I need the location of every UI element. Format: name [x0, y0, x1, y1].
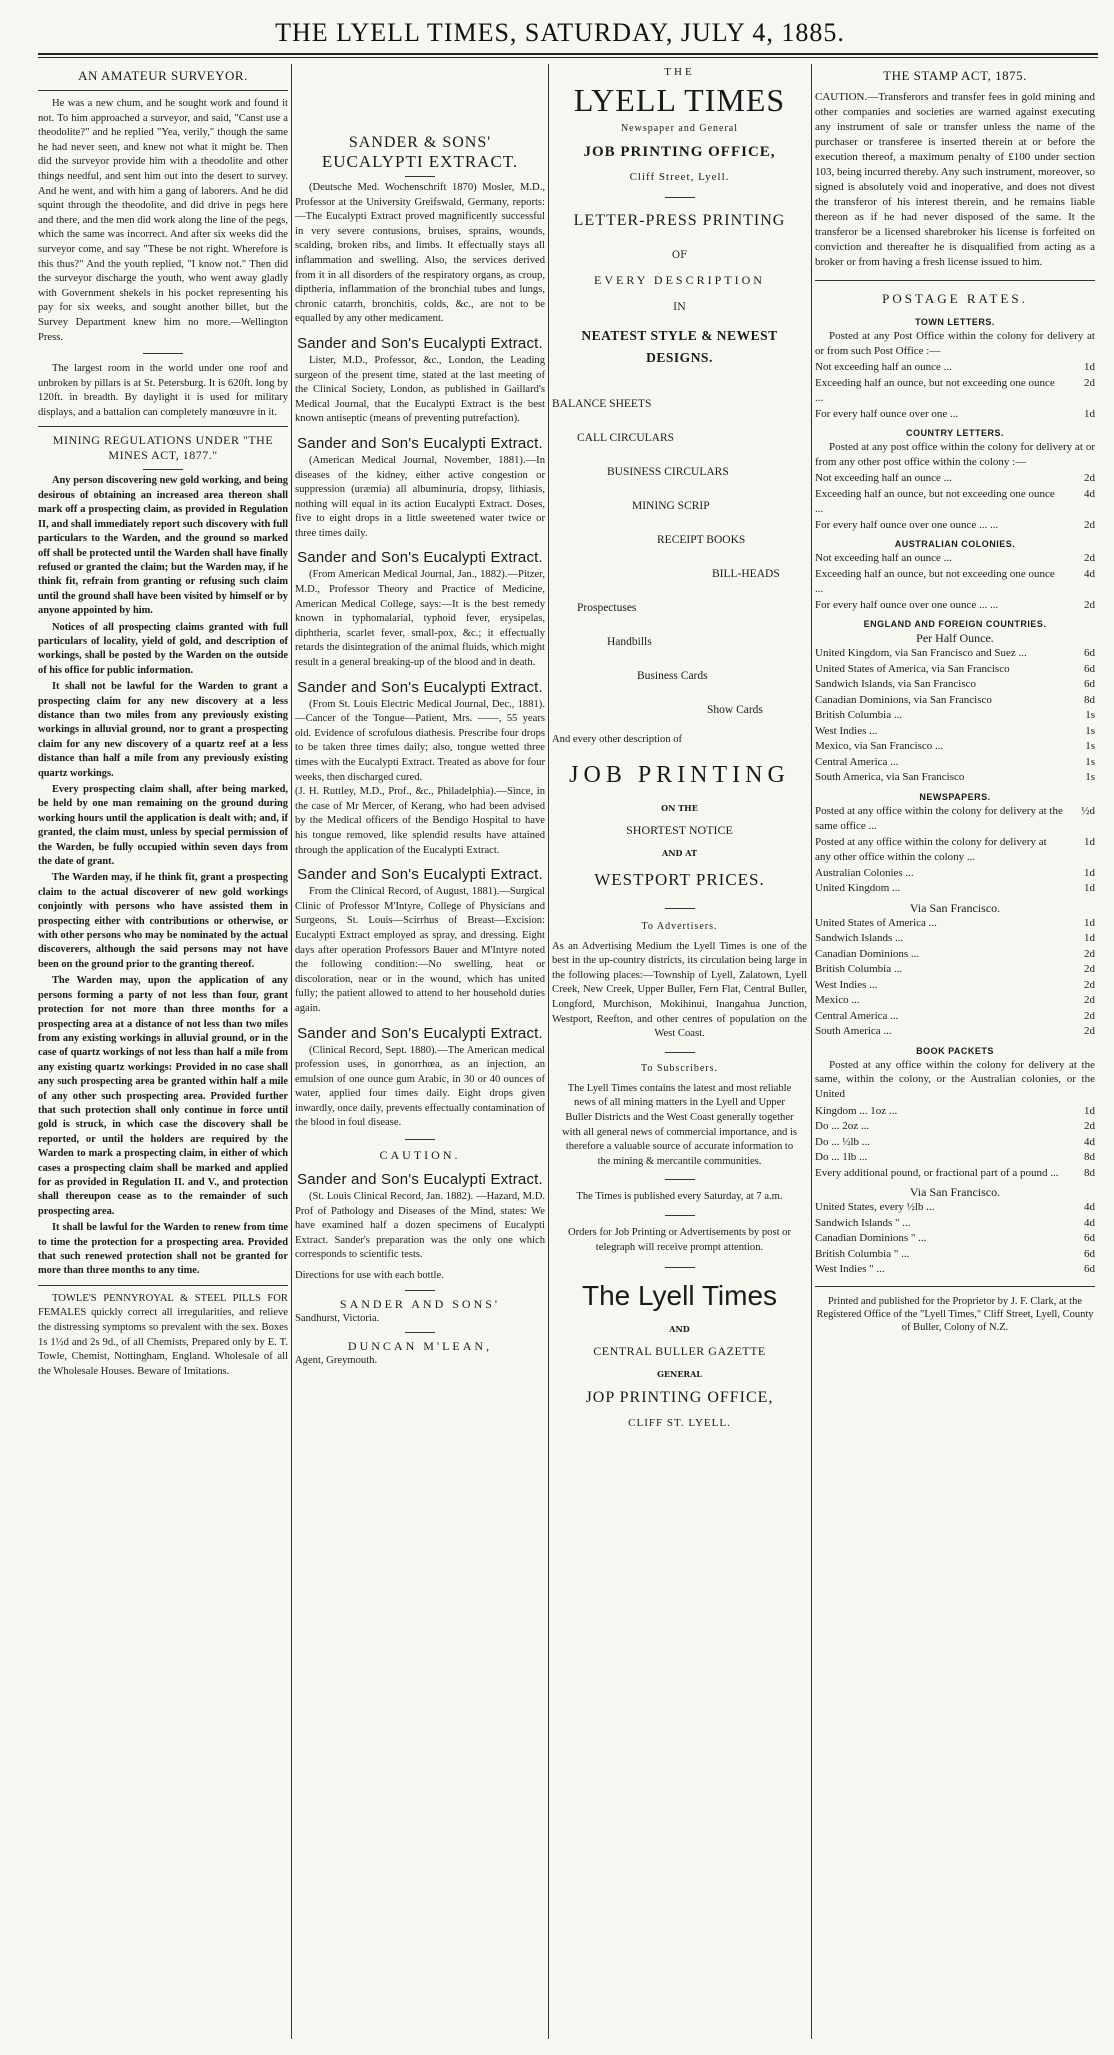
book-packets-heading: BOOK PACKETS [916, 1045, 994, 1056]
rate-price: 6d [1084, 647, 1095, 660]
rate-row [815, 708, 1095, 724]
rate-row [815, 551, 1095, 567]
rate-row [815, 1119, 1095, 1135]
section-heading: Sander and Son's Eucalypti Extract. [297, 434, 543, 452]
rate-price: 1s [1085, 740, 1095, 753]
rate-label: Not exceeding half an ounce ... [815, 552, 952, 565]
rate-label: Kingdom ... 1oz ... [815, 1104, 898, 1117]
lyell-times-title: LYELL TIMES [573, 82, 786, 118]
rate-label: Canadian Dominions " ... [815, 1232, 927, 1245]
service-item: Business Cards [637, 670, 708, 682]
eucalypti-title: EUCALYPTI EXTRACT. [321, 152, 519, 171]
subscribers-heading: To Subscribers. [640, 1062, 719, 1074]
newspaper-general: Newspaper and General [620, 123, 739, 134]
service-item: Prospectuses [577, 602, 637, 614]
mining-heading: MINING REGULATIONS UNDER "THE MINES ACT, 1877." [52, 433, 274, 463]
in-label: IN [673, 302, 686, 313]
rate-label: United States of America ... [815, 916, 937, 929]
rate-price: ½d [1081, 804, 1095, 817]
rate-price: 8d [1084, 1151, 1095, 1164]
rate-label: Every additional pound, or fractional part of a pound ... [815, 1166, 1059, 1179]
masthead: THE LYELL TIMES, SATURDAY, JULY 4, 1885. [275, 18, 845, 47]
advertisers-heading: To Advertisers. [641, 920, 718, 932]
job-printing-office: JOB PRINTING OFFICE, [583, 144, 776, 160]
rate-row [815, 993, 1095, 1009]
rate-row [815, 518, 1095, 534]
rate-label: For every half ounce over one ounce ... ... [815, 518, 999, 531]
rate-price: 6d [1084, 1263, 1095, 1276]
cliff-street: Cliff Street, Lyell. [629, 171, 730, 183]
country-intro: Posted at any post office within the colony for delivery at or from any other post office within the colony :— [815, 441, 1095, 468]
section-heading: Sander and Son's Eucalypti Extract. [297, 549, 543, 567]
testimonial: (American Medical Journal, November, 1881).—In diseases of the kidney, either active congestion or suppression (uræmia) all albuminuria, dropsy, lithiasis, nothing will equal in its action Eucalypti Extract. Doses, five to eight drops in a little sweetened water twice or three times daily. [295, 454, 545, 539]
rate-price: 1d [1084, 932, 1095, 945]
rate-price: 4d [1084, 1201, 1095, 1214]
rate-label: Sandwich Islands, via San Francisco [815, 678, 976, 691]
divider [405, 1290, 435, 1291]
rate-label: United States of America, via San Francisco [815, 662, 1010, 675]
rate-row [815, 662, 1095, 678]
rate-row [815, 947, 1095, 963]
testimonial: Lister, M.D., Professor, &c., London, the Leading surgeon of the present time, stated at the last meeting of the Clinical Society, London, as published in Gaillard's Medical Journal, that the Eucalypti Extract is the best known antiseptic (means of preventing putrefaction). [295, 354, 545, 425]
letterpress-printing: LETTER-PRESS PRINTING [573, 212, 786, 229]
rate-label: Not exceeding half an ounce ... [815, 472, 952, 485]
rate-row [815, 693, 1095, 709]
central-buller: CENTRAL BULLER GAZETTE [593, 1344, 766, 1359]
mining-para: Every prospecting claim shall, after being marked, be held by one man remaining on the ground during working hours until the application is dealt with; and, if granted, the claim must, unless by special permission of the Warden, be fully occupied within seven days from the date of grant. [38, 784, 288, 868]
rate-row [815, 1166, 1095, 1182]
service-item: BALANCE SHEETS [552, 398, 652, 410]
rate-row [815, 1135, 1095, 1151]
testimonial: From the Clinical Record, of August, 1881).—Surgical Clinic of Professor M'Intyre, College of Physicians and Surgeons, St. Louis—Scirrhus of Breast—Excision: Eucalypti Extract employed as spray, and dressing. Eight days after operation Professors Bauer and M'Intyre noted the following condition:—No swelling, heat or discoloration, near or in the wound, which has united fully; the patient allowed to attend to her household duties again. [295, 886, 545, 1014]
of-label: OF [671, 250, 688, 261]
and-label: AND [669, 1324, 690, 1335]
rate-row [815, 407, 1095, 423]
country-letters-heading: COUNTRY LETTERS. [905, 428, 1004, 439]
mining-para: It shall not be lawful for the Warden to grant a prospecting claim for any new discovery at a less distance than two miles from any previously existing workings in alluvial ground, nor to grant a prospecting claim for any new discovery of a quartz reef at a less distance than half a mile from any previously existing quartz workings. [38, 681, 288, 779]
rate-row [815, 471, 1095, 487]
newspaper-rates [815, 804, 1095, 897]
rate-row [815, 866, 1095, 882]
rate-label: South America ... [815, 1025, 892, 1038]
rate-price: 8d [1084, 693, 1095, 706]
australian-heading: AUSTRALIAN COLONIES. [894, 539, 1016, 550]
via-san-francisco: Via San Francisco. [909, 900, 1001, 915]
every-description: EVERY DESCRIPTION [594, 273, 765, 287]
rate-row [815, 1104, 1095, 1120]
and-at: AND AT [662, 847, 697, 858]
rate-label: West Indies ... [815, 724, 878, 737]
divider [815, 280, 1095, 281]
lyell-times-footer-title: The Lyell Times [581, 1280, 778, 1312]
imprint: Printed and published for the Proprietor by J. F. Clark, at the Registered Office of the "Lyell Times," Cliff Street, Lyell, County of Buller, Colony of N.Z. [816, 1295, 1094, 1333]
via-san-francisco-2: Via San Francisco. [909, 1185, 1001, 1200]
rate-price: 2d [1084, 376, 1095, 389]
service-item: Handbills [607, 636, 652, 648]
mining-para: It shall be lawful for the Warden to renew from time to time the protection for a prospecting area. Provided that such renewed protection shall not be granted for more than three months to any time. [38, 1222, 288, 1277]
rate-price: 1d [1084, 866, 1095, 879]
rate-price: 1d [1084, 407, 1095, 420]
rate-price: 2d [1084, 1025, 1095, 1038]
book-via-rates [815, 1200, 1095, 1278]
advertisers-text: As an Advertising Medium the Lyell Times is one of the best in the up-country districts, its circulation being large in the following places:—Township of Lyell, Zalatown, Lyell Creek, New Creek, Upper Buller, Fern Flat, Central Buller, Longford, Murchison, Mokihinui, Inangahua Junction, Westport, Reefton, and other centres of population on the West Coast. [552, 940, 807, 1040]
town-rates [815, 360, 1095, 422]
sander-sons-name: SANDER AND SONS' [339, 1296, 501, 1311]
rate-price: 4d [1084, 1135, 1095, 1148]
sander-title: SANDER & SONS' [348, 134, 492, 151]
column-2 [295, 64, 545, 2039]
rate-row [815, 804, 1095, 835]
rate-label: British Columbia ... [815, 709, 903, 722]
country-rates [815, 471, 1095, 533]
rate-price: 4d [1084, 567, 1095, 580]
section-heading: Sander and Son's Eucalypti Extract. [297, 866, 543, 884]
service-item: BUSINESS CIRCULARS [607, 466, 729, 478]
rate-label: United Kingdom ... [815, 882, 901, 895]
agent-location: Agent, Greymouth. [295, 1355, 378, 1367]
rate-label: Exceeding half an ounce, but not exceeding one ounce ... [815, 567, 1055, 596]
rate-row [815, 1247, 1095, 1263]
on-the: ON THE [661, 802, 698, 813]
general-label: GENERAL [657, 1369, 702, 1380]
divider [405, 1139, 435, 1140]
mining-regulations [38, 474, 288, 1278]
neatest-style: NEATEST STYLE & NEWEST DESIGNS. [581, 328, 778, 365]
rate-row [815, 931, 1095, 947]
book-intro: Posted at any office within the colony for delivery at the same, within the colony, or the Australian colonies, or the United [815, 1058, 1095, 1101]
subscribers-text: The Lyell Times contains the latest and most reliable news of all mining matters in the Lyell and Upper Buller Districts and the West Coast generally together with all general news of commercial importance, and is therefore a valuable source of accurate information to the mining & mercantile communities. [561, 1082, 798, 1167]
directions: Directions for use with each bottle. [295, 1270, 444, 1282]
caution-heading: CAUTION. [379, 1148, 461, 1163]
service-item: MINING SCRIP [632, 500, 710, 512]
mining-para: The Warden may, upon the application of any persons forming a party of not less than four, grant protection for not more than three months for a prospecting area at a distance of not less than two miles from any existing workings in alluvial ground, or in the case of quartz workings of not less than half a mile from any existing quartz workings: Provided in no case shall any such prospecting area be granted within half a mile of any other such prospecting area. Provided further that such protection shall only continue in force until gold is struck, in which case the discovery shall be reported, or until the holders are required by the Warden to mark a prospecting claim, in either of which cases a prospecting claim shall be marked and applied for as provided in Regulation II. and V., and protection shall thereupon cease as to the remainder of such prospecting area. [38, 975, 288, 1217]
divider [143, 469, 183, 470]
shortest-notice: SHORTEST NOTICE [626, 822, 733, 837]
surveyor-heading: AN AMATEUR SURVEYOR. [78, 68, 248, 83]
rate-label: Mexico, via San Francisco ... [815, 740, 944, 753]
rate-price: 1s [1085, 724, 1095, 737]
rate-price: 2d [1084, 1120, 1095, 1133]
rate-row [815, 962, 1095, 978]
section-heading: Sander and Son's Eucalypti Extract. [297, 678, 543, 696]
rate-label: British Columbia ... [815, 963, 903, 976]
rate-label: Exceeding half an ounce, but not exceeding one ounce ... [815, 487, 1055, 516]
rate-row [815, 1150, 1095, 1166]
rate-label: Do ... ½lb ... [815, 1135, 870, 1148]
stamp-act-text: CAUTION.—Transferors and transfer fees in gold mining and other companies and societies are warned against executing any instrument of sale or transfer unless the name of the purchaser or transferee is inserted therein at or before the execution thereof, a maximum penalty of £100 under section 103, being incurred thereby. Any such instrument, moreover, so signed is absolutely void and inoperative, and does not divest the transferor of his interest therein, and he remains liable thereon as if he had never disposed of the same. It the transferor be a licensed sharebroker his license is forfeited on conviction and thereafter he is disqualified from acting as a broker or from having a fresh license issued to him. [815, 91, 1095, 268]
rate-price: 1s [1085, 771, 1095, 784]
rate-price: 1d [1084, 882, 1095, 895]
masthead-rule [38, 53, 1098, 55]
rate-price: 1d [1084, 916, 1095, 929]
mining-para: The Warden may, if he think fit, grant a prospecting claim to the actual discoverer of new gold workings conjointly with persons who have assisted them in prospecting either with contributions or otherwise, or with other persons who may be nominated by the actual discoverers, although the said persons may not have been on the ground prior to the granting thereof. [38, 872, 288, 970]
service-item: CALL CIRCULARS [577, 432, 675, 444]
rate-price: 2d [1084, 552, 1095, 565]
rate-price: 6d [1084, 1247, 1095, 1260]
rate-label: United Kingdom, via San Francisco and Suez ... [815, 647, 1027, 660]
jop-printing-office: JOP PRINTING OFFICE, [585, 1389, 774, 1407]
newspapers-heading: NEWSPAPERS. [919, 791, 991, 802]
rate-label: For every half ounce over one ... [815, 407, 959, 420]
rate-price: 1s [1085, 755, 1095, 768]
any-other: And every other description of [552, 734, 683, 745]
rate-price: 1d [1084, 361, 1095, 374]
cliff-st: CLIFF ST. LYELL. [628, 1417, 731, 1430]
rate-label: Central America ... [815, 755, 899, 768]
rate-label: West Indies ... [815, 978, 878, 991]
section-heading: Sander and Son's Eucalypti Extract. [297, 1171, 543, 1189]
town-intro: Posted at any Post Office within the colony for delivery at or from such Post Office :— [815, 330, 1095, 357]
foreign-rates [815, 646, 1095, 786]
rate-price: 1s [1085, 709, 1095, 722]
rate-row [815, 487, 1095, 518]
rate-label: Australian Colonies ... [815, 866, 914, 879]
rate-row [815, 677, 1095, 693]
foreign-heading: ENGLAND AND FOREIGN COUNTRIES. [863, 619, 1047, 630]
town-letters-heading: TOWN LETTERS. [915, 317, 995, 327]
testimonial: (Clinical Record, Sept. 1880).—The American medical profession uses, in gonorrhœa, as an injection, an emulsion of one ounce gum Arabic, in 30 or 40 ounces of water, applied four times daily. Eight drops given inwardly, once daily, prevents effectually contamination of the blood in foul disease. [295, 1044, 545, 1129]
rate-row [815, 978, 1095, 994]
mining-para: Any person discovering new gold working, and being desirous of obtaining an increased area thereon shall mark off a prospecting claim, as provided in Regulation II, and shall immediately report such discovery with full particulars to the Warden, and the ground so marked off shall be protected until the Warden shall have finally refused or granted the claim; but the Warden may, if he think fit, refrain from granting or refusing such claim until the ground shall have been visited by himself or by anyone appointed by him. [38, 475, 288, 617]
testimonial: (From American Medical Journal, Jan., 1882).—Pitzer, M.D., Professor Theory and Practice of Medicine, American Medical College, says:—It is the best remedy known in typhomalarial, typhoid fever, erysipelas, diphtheria, scarlet fever, small-pox, &c.; it effectually retards the disintegration of the animal fluids, which might result in a general breaking-up of the blood and in death. [295, 569, 545, 669]
towle-advertisement: TOWLE'S PENNYROYAL & STEEL PILLS FOR FEMALES quickly correct all irregularities, and relieve the distressing symptoms so prevalent with the sex. Boxes 1s 1½d and 2s 9d., of all Chemists, Prepared only by E. T. Towle, Chemist, Nottingham, England. Wholesale of all the Wholesale Houses. Beware of Imitations. [38, 1292, 288, 1377]
masthead-rule-thin [38, 57, 1098, 58]
divider [405, 176, 435, 177]
divider [38, 1285, 288, 1286]
rate-row [815, 1009, 1095, 1025]
rate-price: 2d [1084, 978, 1095, 991]
rate-price: 4d [1084, 1216, 1095, 1229]
rate-price: 4d [1084, 487, 1095, 500]
rate-label: Sandwich Islands " ... [815, 1216, 911, 1229]
testimonial: (From St. Louis Electric Medical Journal, Dec., 1881).—Cancer of the Tongue—Patient, Mrs. ——, 55 years old. Evidence of scrofulous diathesis. Prescribe four drops to be taken three times daily; also, tongue wetted three times with the Eucalypti Extract. Treated as above for four weeks, then discharged cured. (J. H. Ruttley, M.D., Prof., &c., Philadelphia).—Since, in the case of Mr Mercer, of Kerang, who had been advised by the Medical officers of the Bendigo Hospital to have his tongue removed, like splendid results have attained through the application of the Eucalypti Extract. [295, 698, 545, 856]
rate-label: West Indies " ... [815, 1263, 885, 1276]
rate-label: Not exceeding half an ounce ... [815, 361, 952, 374]
published-notice: The Times is published every Saturday, at 7 a.m. [576, 1191, 783, 1203]
divider [665, 1267, 695, 1268]
rate-row [815, 724, 1095, 740]
column-3 [552, 64, 807, 2039]
rate-price: 2d [1084, 472, 1095, 485]
rate-price: 2d [1084, 947, 1095, 960]
rate-label: Central America ... [815, 1009, 899, 1022]
surveyor-article: He was a new chum, and he sought work and found it not. To him approached a surveyor, and said, "Canst use a theodolite?" and he replied "Yea, verily," though the same he had never seen, and knew not what it might be. Then did the surveyor provide him with a theodolite and other things needful, and sent him out into the desert to survey. And he went, and with him a gang of laborers. And he did squint through the theodolite, and did drive in pegs here and there, and the men did work along the line of the pegs, which the same was incorrect. And after six weeks did the surveyor come, and say "These be not right. Wherefore is this thus?" And the youth replied, "I know not." Then did the surveyor discharge the youth, who went away gladly with Government shekels in his pocket representing his pay for six weeks, and sought another billet, but the Survey Department knew him no more.—Wellington Press. [38, 98, 288, 343]
section-heading: Sander and Son's Eucalypti Extract. [297, 1024, 543, 1042]
orders-notice: Orders for Job Printing or Advertisements by post or telegraph will receive prompt attention. [567, 1226, 792, 1253]
per-half-ounce: Per Half Ounce. [916, 631, 994, 646]
divider [665, 1179, 695, 1180]
the-label: THE [664, 66, 695, 78]
rate-label: Do ... 1lb ... [815, 1151, 868, 1164]
rate-row [815, 1216, 1095, 1232]
eucalypti-intro: (Deutsche Med. Wochenschrift 1870) Mosler, M.D., Professor at the University Greifswald, Germany, reports:—The Eucalypti Extract proved magnificently successful in very severe contusions, bruises, sprains, wounds, scalding, broken ribs, and limbs. It effectually stays all inflammation and swelling. Also, the services derived from it in all disorders of the respiratory organs, as croup, diptheria, inflammation of the bronchial tubes and lungs, chronic catarrh, bronchitis, colds, &c., are not to be equalled by any other medicament. [295, 182, 545, 325]
rate-label: United States, every ½lb ... [815, 1201, 935, 1214]
rate-row [815, 739, 1095, 755]
divider [815, 1286, 1095, 1287]
rate-price: 6d [1084, 678, 1095, 691]
sandhurst: Sandhurst, Victoria. [295, 1312, 380, 1324]
column-rule [291, 64, 292, 2039]
service-item: RECEIPT BOOKS [657, 534, 746, 546]
rate-label: For every half ounce over one ounce ... ... [815, 598, 999, 611]
rate-row [815, 770, 1095, 786]
rate-price: 2d [1084, 518, 1095, 531]
divider [665, 1052, 695, 1053]
rate-price: 2d [1084, 598, 1095, 611]
rate-row [815, 916, 1095, 932]
rate-label: Mexico ... [815, 994, 860, 1007]
column-rule [811, 64, 812, 2039]
rate-price: 1d [1084, 835, 1095, 848]
rate-row [815, 567, 1095, 598]
rate-price: 1d [1084, 1104, 1095, 1117]
rate-price: 6d [1084, 1232, 1095, 1245]
rate-label: Posted at any office within the colony for delivery at any other office within the colony ... [815, 835, 1047, 864]
service-item: Show Cards [707, 704, 763, 716]
divider [38, 90, 288, 91]
rate-row [815, 835, 1095, 866]
rate-label: Canadian Dominions, via San Francisco [815, 693, 992, 706]
rate-price: 6d [1084, 662, 1095, 675]
caution-text: (St. Louis Clinical Record, Jan. 1882). —Hazard, M.D. Prof of Pathology and Diseases of the Mind, states: We have examined half a dozen specimens of Eucalypti Extract. Sander's preparation was the only one which corresponds to scientific tests. [295, 1191, 545, 1261]
rate-price: 2d [1084, 1009, 1095, 1022]
divider [665, 908, 695, 909]
rate-label: Do ... 2oz ... [815, 1120, 870, 1133]
rate-row [815, 755, 1095, 771]
rate-label: British Columbia " ... [815, 1247, 910, 1260]
agent-name: DUNCAN M'LEAN, [347, 1339, 493, 1354]
rate-price: 2d [1084, 994, 1095, 1007]
westport-prices: WESTPORT PRICES. [594, 869, 765, 889]
largest-room-article: The largest room in the world under one roof and unbroken by pillars is at St. Petersburg. It is 620ft. long by 120ft. in breadth. By daylight it is used for military displays, and a battalion can completely manœuvre in it. [38, 363, 288, 418]
rate-row [815, 1231, 1095, 1247]
divider [665, 1215, 695, 1216]
stamp-act-heading: THE STAMP ACT, 1875. [883, 68, 1027, 83]
services-list [552, 387, 807, 727]
postage-heading: POSTAGE RATES. [882, 291, 1028, 306]
rate-label: Posted at any office within the colony for delivery at the same office ... [815, 804, 1063, 833]
australian-rates [815, 551, 1095, 613]
rate-row [815, 1024, 1095, 1040]
divider [665, 197, 695, 198]
rate-row [815, 376, 1095, 407]
rate-row [815, 881, 1095, 897]
job-printing: JOB PRINTING [569, 761, 790, 788]
divider [38, 426, 288, 427]
column-1 [38, 64, 288, 2039]
rate-row [815, 1262, 1095, 1278]
column-rule [548, 64, 549, 2039]
rate-price: 8d [1084, 1166, 1095, 1179]
book-rates [815, 1104, 1095, 1182]
via-sf-rates [815, 916, 1095, 1040]
column-4 [815, 64, 1095, 2039]
mining-para: Notices of all prospecting claims granted with full particulars of locality, yield of gold, and description of workings, shall be posted by the Warden on the outside of his office for public information. [38, 621, 288, 676]
rate-row [815, 646, 1095, 662]
rate-price: 2d [1084, 963, 1095, 976]
rate-label: Sandwich Islands ... [815, 932, 904, 945]
rate-label: South America, via San Francisco [815, 771, 965, 784]
service-item: BILL-HEADS [712, 568, 780, 580]
rate-label: Canadian Dominions ... [815, 947, 920, 960]
divider [143, 353, 183, 354]
rate-row [815, 1200, 1095, 1216]
rate-label: Exceeding half an ounce, but not exceeding one ounce ... [815, 376, 1055, 405]
section-heading: Sander and Son's Eucalypti Extract. [297, 334, 543, 352]
rate-row [815, 598, 1095, 614]
divider [405, 1332, 435, 1333]
rate-row [815, 360, 1095, 376]
